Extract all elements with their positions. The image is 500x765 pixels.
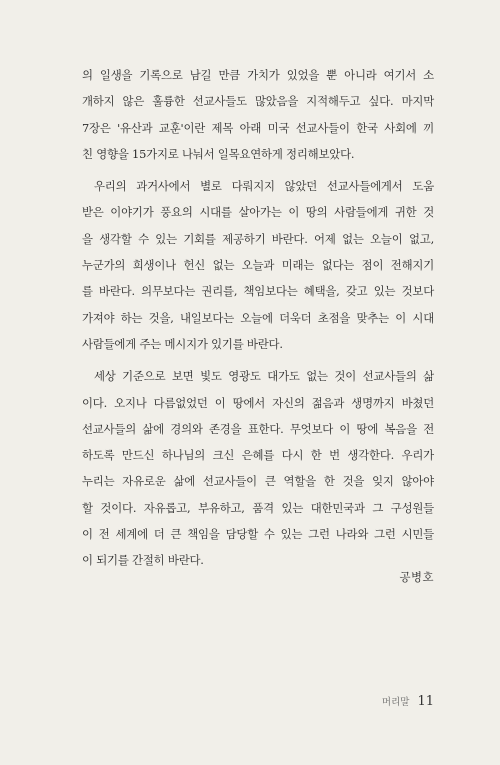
text-line: 개하지 않은 훌륭한 선교사들도 많았음을 지적해두고 싶다. 마지막: [82, 94, 434, 109]
page-footer: [382, 694, 434, 709]
text-line: 하도록 만드신 하나님의 크신 은혜를 다시 한 번 생각한다. 우리가: [82, 448, 434, 463]
text-line: 받은 이야기가 풍요의 시대를 살아가는 이 땅의 사람들에게 귀한 것: [82, 205, 434, 220]
author-signature: 공병호: [399, 570, 434, 584]
text-line: 의 일생을 기록으로 남길 만큼 가치가 있었을 뿐 아니라 여기서 소: [82, 68, 434, 82]
text-line: 이 되기를 간절히 바란다.: [82, 553, 204, 568]
text-line: 이 전 세계에 더 큰 책임을 담당할 수 있는 그런 나라와 그런 시민들: [82, 527, 434, 542]
text-line: 세상 기준으로 보면 빛도 영광도 대가도 없는 것이 선교사들의 삶: [94, 369, 434, 384]
text-line: 사람들에게 주는 메시지가 있기를 바란다.: [82, 336, 283, 351]
text-line: 할 것이다. 자유롭고, 부유하고, 품격 있는 대한민국과 그 구성원들: [82, 500, 434, 515]
text-line: 를 바란다. 의무보다는 권리를, 책임보다는 혜택을, 갖고 있는 것보다: [82, 284, 434, 299]
text-line: 선교사들의 삶에 경의와 존경을 표한다. 무엇보다 이 땅에 복음을 전: [82, 421, 434, 436]
section-title: 머리말: [381, 697, 410, 708]
text-line: 친 영향을 15가지로 나눠서 일목요연하게 정리해보았다.: [82, 146, 355, 161]
text-line: 7장은 '유산과 교훈'이란 제목 아래 미국 선교사들이 한국 사회에 끼: [82, 120, 434, 135]
page-number: 11: [417, 694, 434, 709]
paragraph: [82, 363, 434, 573]
text-line: 이다. 오지나 다름없었던 이 땅에서 자신의 젊음과 생명까지 바쳤던: [82, 395, 434, 410]
text-line: 을 생각할 수 있는 기회를 제공하기 바란다. 어제 없는 오늘이 없고,: [82, 231, 434, 246]
text-line: 우리의 과거사에서 별로 다뤄지지 않았던 선교사들에게서 도움: [94, 179, 434, 194]
text-line: 가져야 하는 것을, 내일보다는 오늘에 더욱더 초점을 맞추는 이 시대: [82, 310, 434, 325]
paragraph: [82, 62, 434, 167]
body-text: [82, 62, 434, 574]
paragraph: [82, 173, 434, 357]
text-line: 누리는 자유로운 삶에 선교사들이 큰 역할을 한 것을 잊지 않아야: [82, 474, 434, 489]
text-line: 누군가의 희생이나 헌신 없는 오늘과 미래는 없다는 점이 전해지기: [82, 258, 434, 273]
